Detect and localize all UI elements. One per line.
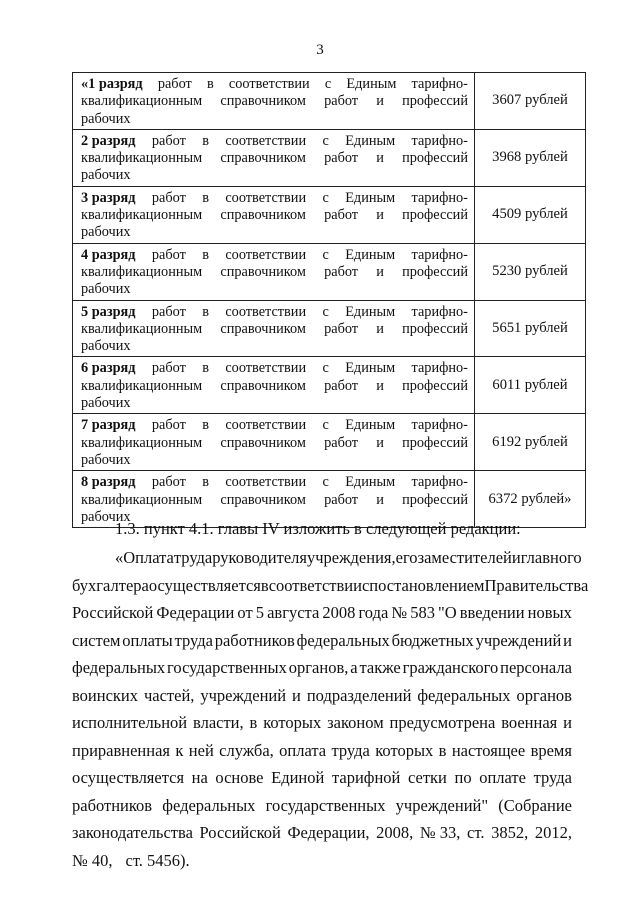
grade-label: [81, 247, 136, 264]
word: справочником: [220, 434, 306, 451]
word: время: [530, 740, 572, 760]
grade-label: [81, 360, 136, 377]
word: служба,: [219, 740, 274, 760]
word: тарифно-: [411, 474, 468, 491]
grade-label: [81, 474, 136, 491]
word: работ: [151, 303, 186, 320]
word: Единым: [345, 360, 396, 377]
word: работ: [151, 132, 186, 149]
word: Единой: [271, 768, 325, 787]
word: на: [191, 768, 208, 787]
word: работ: [324, 263, 359, 280]
word: профессий: [402, 320, 468, 337]
word: государственных: [167, 658, 287, 677]
word: законом: [327, 713, 384, 732]
pay-amount-cell: 6011 рублей: [475, 357, 586, 414]
word: августа: [267, 603, 320, 622]
word: и: [376, 320, 384, 337]
word: Российской: [199, 823, 281, 842]
grade-description-cell: [73, 243, 475, 300]
table-row: [73, 414, 586, 471]
grade-description-cell: [73, 129, 475, 186]
word: также: [359, 658, 401, 677]
word: с: [361, 575, 370, 595]
word: 2008: [322, 603, 356, 622]
word: тарифно-: [411, 189, 468, 206]
page-number: 3: [316, 42, 324, 58]
word: Единым: [345, 246, 396, 263]
word: года: [358, 603, 389, 622]
word: труда: [174, 630, 213, 650]
word: работников: [72, 795, 153, 815]
word: соответствии: [225, 189, 307, 206]
description-line: [81, 378, 468, 395]
word: главного: [520, 548, 582, 567]
word: справочником: [220, 320, 306, 337]
pay-amount-cell: 5651 рублей: [475, 300, 586, 357]
word: по: [454, 768, 472, 787]
word: 3852,: [491, 823, 529, 842]
word: профессий: [402, 93, 468, 110]
description-line: рабочих: [81, 338, 131, 355]
word: исполнительной: [72, 713, 188, 732]
word: работ: [324, 491, 359, 508]
word: "О: [438, 603, 457, 622]
word: работ: [151, 189, 186, 206]
word: Российской: [72, 603, 154, 622]
word: Федерации,: [287, 823, 370, 842]
grade-number: 6 разряд: [81, 360, 136, 377]
word: работ: [151, 417, 186, 434]
word: с: [322, 246, 329, 263]
grade-number: 7 разряд: [81, 417, 136, 434]
word: № 33,: [419, 823, 461, 842]
description-line: [81, 76, 468, 93]
word: и: [563, 630, 572, 650]
word: от: [237, 603, 253, 622]
word: справочником: [220, 263, 306, 280]
word: оплаты: [122, 630, 173, 650]
word: квалификационным: [81, 377, 203, 394]
word: труда: [533, 768, 572, 787]
word: заместителей: [417, 548, 512, 567]
word: новых: [527, 603, 572, 622]
word: в: [206, 76, 214, 92]
word: федеральных: [72, 658, 166, 677]
word: оплата: [279, 740, 327, 760]
text-line: [72, 572, 589, 600]
word: тарифно-: [411, 303, 468, 320]
section-heading: 1.3. пункт 4.1. главы IV изложить в следующей редакции:: [115, 519, 521, 538]
grade-description-cell: [73, 357, 475, 414]
description-line: рабочих: [81, 395, 131, 412]
word: в: [260, 575, 269, 595]
word: работ: [157, 76, 192, 92]
table-row: [73, 300, 586, 357]
text-line: [72, 847, 572, 875]
word: работ: [151, 246, 186, 263]
word: в: [438, 740, 447, 760]
word: профессий: [402, 150, 468, 167]
word: к: [175, 740, 184, 760]
word: 5: [255, 603, 264, 622]
word: которых: [375, 740, 434, 760]
word: бюджетных: [391, 630, 474, 650]
word: с: [322, 474, 329, 491]
word: квалификационным: [81, 207, 203, 224]
text-line: [72, 544, 582, 572]
word: и: [376, 93, 384, 110]
word: соответствии: [225, 246, 307, 263]
description-line: [81, 190, 468, 207]
word: «Оплата: [115, 548, 174, 567]
word: с: [322, 132, 329, 149]
word: труда: [331, 740, 370, 760]
word: воинских: [72, 685, 139, 705]
word: квалификационным: [81, 263, 203, 280]
text-line: [72, 709, 572, 737]
pay-amount-cell: 6372 рублей»: [475, 471, 586, 528]
body-paragraph: [72, 544, 589, 874]
word: органов,: [288, 658, 349, 677]
word: в: [202, 132, 209, 149]
description-line: рабочих: [81, 110, 131, 127]
word: работ: [324, 434, 359, 451]
word: работ: [151, 474, 186, 491]
word: и: [511, 548, 521, 567]
word: персонала: [500, 658, 572, 677]
word: частей,: [143, 685, 195, 705]
word: (Собрание: [498, 795, 572, 815]
word: соответствии: [225, 474, 307, 491]
word: работ: [324, 93, 359, 110]
grade-description-cell: [73, 414, 475, 471]
word: законодательства: [72, 823, 193, 842]
word: труда: [173, 548, 213, 567]
word: соответствии: [225, 132, 307, 149]
text-line: [72, 737, 572, 765]
description-line: рабочих: [81, 167, 131, 184]
word: Единым: [345, 132, 396, 149]
table-row: [73, 357, 586, 414]
word: Единым: [345, 417, 396, 434]
word: осуществляется: [72, 768, 185, 787]
word: работников: [214, 630, 295, 650]
text-line: [72, 654, 572, 682]
table-row: [73, 73, 586, 130]
word: Правительства: [484, 575, 589, 595]
description-line: рабочих: [81, 451, 131, 468]
description-line: [81, 417, 468, 434]
word: профессий: [402, 377, 468, 394]
grade-label: [81, 76, 143, 93]
description-line: рабочих: [81, 508, 131, 525]
word: постановлением: [369, 575, 485, 595]
word: ст.: [467, 823, 485, 842]
word: работ: [324, 150, 359, 167]
word: 2008,: [376, 823, 414, 842]
word: и: [376, 434, 384, 451]
word: с: [322, 189, 329, 206]
word: с: [322, 303, 329, 320]
word: Единым: [345, 474, 396, 491]
word: работ: [324, 207, 359, 224]
text-line: [72, 627, 572, 655]
word: квалификационным: [81, 491, 203, 508]
table-body: [73, 73, 586, 528]
word: справочником: [220, 491, 306, 508]
word: его: [395, 548, 418, 567]
description-line: [81, 492, 468, 509]
word: гражданского: [402, 658, 499, 677]
word: приравненная: [72, 740, 171, 760]
word: в: [202, 417, 209, 434]
pay-amount-cell: 3607 рублей: [475, 73, 586, 130]
word: Единым: [345, 303, 396, 320]
word: справочником: [220, 150, 306, 167]
word: Федерации: [156, 603, 235, 622]
pay-amount-cell: 4509 рублей: [475, 186, 586, 243]
word: учреждений: [475, 630, 562, 650]
text-line: [72, 599, 572, 627]
word: в: [249, 713, 258, 732]
word: учреждений": [395, 795, 489, 815]
word: ст. 5456).: [125, 850, 190, 870]
description-line: [81, 150, 468, 167]
description-line: [81, 321, 468, 338]
word: тарифно-: [411, 360, 468, 377]
word: тарифно-: [411, 417, 468, 434]
description-line: [81, 247, 468, 264]
word: квалификационным: [81, 93, 203, 110]
grade-label: [81, 133, 136, 150]
word: профессий: [402, 434, 468, 451]
table-row: [73, 129, 586, 186]
word: и: [376, 207, 384, 224]
word: и: [376, 263, 384, 280]
word: соответствии: [225, 417, 307, 434]
pay-amount-cell: 6192 рублей: [475, 414, 586, 471]
word: квалификационным: [81, 320, 203, 337]
word: работ: [324, 377, 359, 394]
word: с: [322, 417, 329, 434]
word: с: [324, 76, 332, 92]
pay-amount-cell: 5230 рублей: [475, 243, 586, 300]
grade-number: 3 разряд: [81, 189, 136, 206]
word: с: [322, 360, 329, 377]
description-line: рабочих: [81, 281, 131, 298]
word: квалификационным: [81, 150, 203, 167]
word: работ: [324, 320, 359, 337]
word: военная: [501, 713, 558, 732]
word: введении: [459, 603, 525, 622]
word: учреждения,: [307, 548, 396, 567]
word: и: [563, 713, 572, 732]
word: профессий: [402, 263, 468, 280]
grade-number: 8 разряд: [81, 474, 136, 491]
grade-number: «1 разряд: [81, 76, 143, 92]
word: тарифно-: [411, 76, 468, 92]
word: которых: [263, 713, 322, 732]
word: № 40,: [72, 850, 113, 870]
word: учреждений: [200, 685, 287, 705]
grade-number: 4 разряд: [81, 246, 136, 263]
word: тарифно-: [411, 132, 468, 149]
word: в: [202, 246, 209, 263]
word: федеральных: [417, 685, 511, 705]
word: основе: [215, 768, 264, 787]
description-line: [81, 93, 468, 110]
word: в: [202, 360, 209, 377]
word: настоящее: [451, 740, 526, 760]
wage-grade-table: [72, 72, 586, 528]
word: 2012,: [534, 823, 572, 842]
word: и: [376, 150, 384, 167]
word: предусмотрена: [389, 713, 496, 732]
description-line: [81, 435, 468, 452]
word: соответствии: [225, 360, 307, 377]
word: в: [202, 189, 209, 206]
description-line: [81, 304, 468, 321]
grade-label: [81, 417, 136, 434]
word: федеральных: [162, 795, 256, 815]
description-line: [81, 207, 468, 224]
text-line: [72, 792, 572, 820]
pay-amount-cell: 3968 рублей: [475, 129, 586, 186]
text-line: [72, 819, 572, 847]
description-line: [81, 264, 468, 281]
word: в: [202, 303, 209, 320]
word: ней: [188, 740, 214, 760]
word: профессий: [402, 491, 468, 508]
word: власти,: [193, 713, 244, 732]
word: квалификационным: [81, 434, 203, 451]
word: тарифной: [331, 768, 401, 787]
word: справочником: [220, 93, 306, 110]
word: сетки: [407, 768, 447, 787]
word: осуществляется: [148, 575, 261, 595]
description-line: рабочих: [81, 224, 131, 241]
word: соответствии: [268, 575, 362, 595]
word: руководителя: [212, 548, 307, 567]
word: справочником: [220, 377, 306, 394]
word: государственных: [265, 795, 386, 815]
word: 583: [410, 603, 435, 622]
word: №: [391, 603, 408, 622]
word: а: [350, 658, 358, 677]
table-row: [73, 186, 586, 243]
word: работ: [151, 360, 186, 377]
word: в: [202, 474, 209, 491]
word: оплате: [479, 768, 526, 787]
word: Единым: [346, 76, 397, 92]
word: систем: [72, 630, 121, 650]
description-line: [81, 133, 468, 150]
word: федеральных: [296, 630, 390, 650]
word: справочником: [220, 207, 306, 224]
grade-description-cell: [73, 300, 475, 357]
word: тарифно-: [411, 246, 468, 263]
word: Единым: [345, 189, 396, 206]
description-line: [81, 474, 468, 491]
grade-description-cell: [73, 73, 475, 130]
word: и: [292, 685, 301, 705]
word: органов: [516, 685, 572, 705]
word: соответствии: [225, 303, 307, 320]
word: профессий: [402, 207, 468, 224]
grade-number: 2 разряд: [81, 132, 136, 149]
word: и: [376, 491, 384, 508]
word: и: [376, 377, 384, 394]
word: подразделений: [306, 685, 412, 705]
word: соответствии: [228, 76, 310, 92]
grade-description-cell: [73, 186, 475, 243]
grade-label: [81, 190, 136, 207]
table-row: [73, 243, 586, 300]
text-line: [72, 764, 572, 792]
description-line: [81, 360, 468, 377]
word: бухгалтера: [72, 575, 149, 595]
grade-number: 5 разряд: [81, 303, 136, 320]
text-line: [72, 682, 572, 710]
grade-label: [81, 304, 136, 321]
